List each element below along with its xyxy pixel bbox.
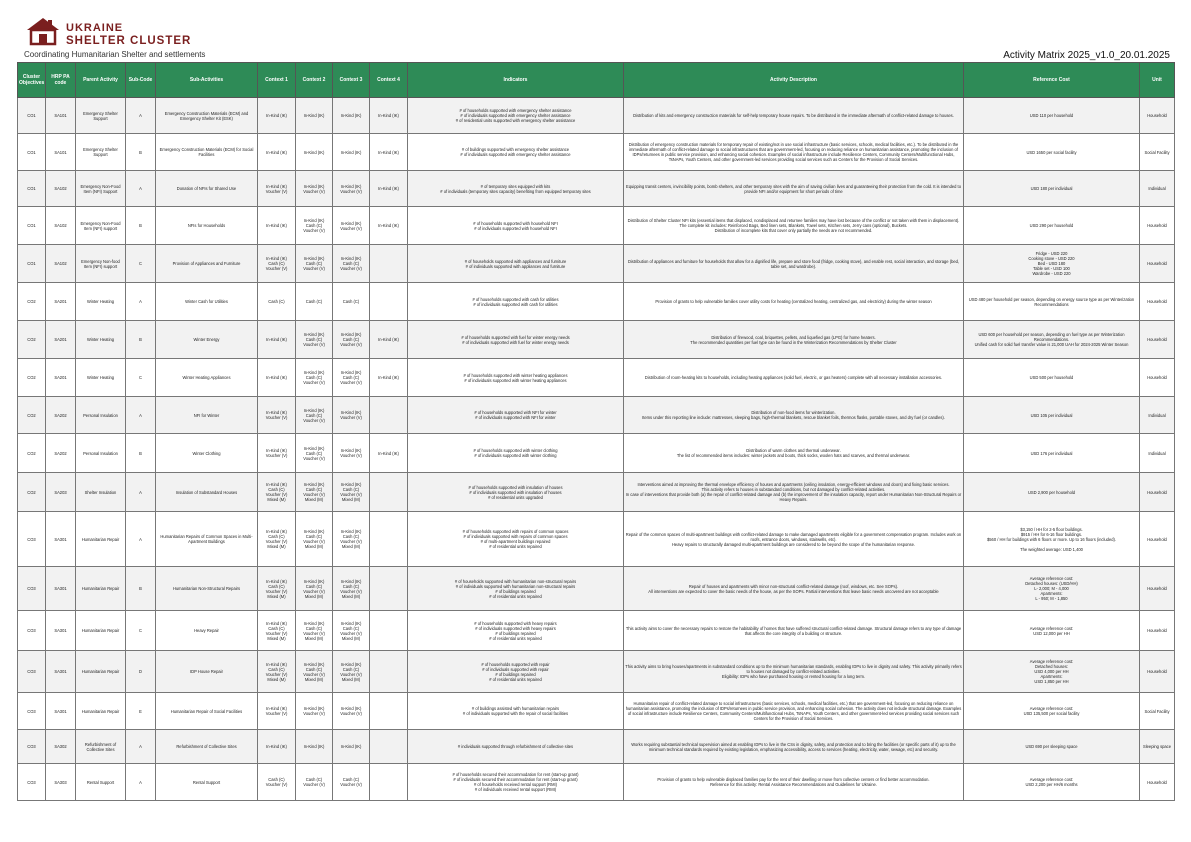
cell-unit: Household — [1140, 512, 1175, 567]
cell-sub-activity: Insulation of Substandard Houses — [156, 473, 258, 512]
cell-indicators: # of households supported with humanitarian non-structural repairs # of individuals supported with humanitarian non-structural repairs # of buildings repaired # of residential units repaired — [408, 567, 624, 611]
cell-context-2: In-Kind (IK) — [296, 134, 333, 171]
cell-sub-code: B — [126, 207, 156, 245]
cell-context-4 — [370, 473, 408, 512]
table-row — [18, 512, 1175, 567]
cell-activity-description: Repair of the common spaces of multi-apartment buildings with conflict-related damage to make damaged apartments eligible for a government compensation program. Includes work on roofs, entrance doors, windows, stairwells, etc). Heavy repairs to structurally damaged multi-apartment buildings are considered to be beyond the scope of the humanitarian response. — [624, 512, 964, 567]
cell-context-1: In-Kind (IK) Voucher (V) — [258, 397, 296, 434]
header-context-1: Context 1 — [258, 63, 296, 98]
cell-parent-activity: Emergency Non-food Item (NFI) support — [76, 245, 126, 283]
cell-cluster-objective: CO1 — [18, 171, 46, 207]
cell-parent-activity: Emergency Shelter Support — [76, 98, 126, 134]
cell-parent-activity: Humanitarian Repair — [76, 611, 126, 651]
cell-context-3: In-Kind (IK) Cash (C) Voucher (V) — [333, 321, 370, 359]
cell-parent-activity: Humanitarian Repair — [76, 567, 126, 611]
header-sub-activities: Sub-Activities — [156, 63, 258, 98]
cell-parent-activity: Emergency Non-Food Item (NFI) Support — [76, 171, 126, 207]
cell-context-4 — [370, 611, 408, 651]
cell-activity-description: Provision of grants to help vulnerable displaced families pay for the rent of their dwelling or move from collective centers or find better accommodation. Reference for this activity: Rental Assistance Recommendations and Guidelines for Ukraine. — [624, 764, 964, 801]
cell-hrp-pa-code: SA202 — [46, 397, 76, 434]
cell-sub-code: B — [126, 567, 156, 611]
cell-sub-activity: Winter Heating Appliances — [156, 359, 258, 397]
cell-cluster-objective: CO3 — [18, 512, 46, 567]
header-activity-description: Activity Description — [624, 63, 964, 98]
cell-reference-cost: USD 1650 per social facility — [964, 134, 1140, 171]
cell-context-1: In-Kind (IK) Cash (C) Voucher (V) Mixed (M) — [258, 651, 296, 693]
cell-hrp-pa-code: SA301 — [46, 651, 76, 693]
document-title: Activity Matrix 2025_v1.0_20.01.2025 — [1003, 50, 1170, 61]
cell-context-2: In-Kind (IK) Cash (C) Voucher (V) Mixed (M) — [296, 512, 333, 567]
table-row — [18, 359, 1175, 397]
cell-sub-activity: Provision of Appliances and Furniture — [156, 245, 258, 283]
cell-reference-cost: USD 110 per household — [964, 98, 1140, 134]
cell-context-1: In-Kind (IK) Cash (C) Voucher (V) Mixed (M) — [258, 512, 296, 567]
cell-context-2: In-Kind (IK) Cash (C) Voucher (V) — [296, 245, 333, 283]
cell-sub-code: B — [126, 134, 156, 171]
table-header-row — [18, 63, 1175, 98]
header-sub-code: Sub-Code — [126, 63, 156, 98]
cell-indicators: # of households supported with appliances and furniture # of individuals supported with appliances and furniture — [408, 245, 624, 283]
cell-cluster-objective: CO2 — [18, 473, 46, 512]
header-hrp-pa-code: HRP PA code — [46, 63, 76, 98]
cell-indicators: # of households supported with heavy repairs # of individuals supported with heavy repairs # of buildings repaired # of residential units repaired — [408, 611, 624, 651]
cell-parent-activity: Personal Insulation — [76, 434, 126, 473]
cell-sub-activity: Heavy Repair — [156, 611, 258, 651]
cell-context-4: In-Kind (IK) — [370, 207, 408, 245]
cell-indicators: # of households supported with insulation of houses # of individuals supported with insulation of houses # of residential units upgraded — [408, 473, 624, 512]
cell-hrp-pa-code: SA301 — [46, 567, 76, 611]
cell-sub-code: C — [126, 245, 156, 283]
cell-context-4: In-Kind (IK) — [370, 321, 408, 359]
cell-reference-cost: Average reference cost: USD 135,500 per social facility — [964, 693, 1140, 730]
cell-hrp-pa-code: SA101 — [46, 98, 76, 134]
table-row — [18, 98, 1175, 134]
cell-sub-code: A — [126, 171, 156, 207]
cell-parent-activity: Emergency Shelter Support — [76, 134, 126, 171]
cell-unit: Social Facility — [1140, 134, 1175, 171]
cell-sub-code: D — [126, 651, 156, 693]
shelter-cluster-logo — [24, 16, 224, 60]
cell-hrp-pa-code: SA302 — [46, 730, 76, 764]
cell-sub-code: C — [126, 611, 156, 651]
cell-parent-activity: Winter Heating — [76, 359, 126, 397]
cell-context-4: In-Kind (IK) — [370, 359, 408, 397]
cell-context-3: In-Kind (IK) Cash (C) Voucher (V) Mixed (M) — [333, 473, 370, 512]
table-row — [18, 730, 1175, 764]
cell-reference-cost: USD 2,900 per household — [964, 473, 1140, 512]
cell-context-2: In-Kind (IK) — [296, 98, 333, 134]
cell-parent-activity: Winter Heating — [76, 283, 126, 321]
cell-sub-activity: IDP House Repair — [156, 651, 258, 693]
cell-sub-code: B — [126, 434, 156, 473]
cell-reference-cost: USD 105 per individual — [964, 397, 1140, 434]
cell-activity-description: Distribution of firewood, coal, briquettes, pellets, and liquefied gas (LPG) for home heaters. The recommended quantities per fuel type can be found in the Winterization Recommendations by Shelter Cluster — [624, 321, 964, 359]
cell-parent-activity: Humanitarian Repair — [76, 512, 126, 567]
cell-hrp-pa-code: SA201 — [46, 321, 76, 359]
cell-sub-activity: Winter Cash for Utilities — [156, 283, 258, 321]
cell-cluster-objective: CO3 — [18, 651, 46, 693]
cell-unit: Social Facility — [1140, 693, 1175, 730]
logo-country: UKRAINE — [66, 22, 124, 34]
cell-context-3: In-Kind (IK) Cash (C) Voucher (V) Mixed (M) — [333, 611, 370, 651]
cell-hrp-pa-code: SA301 — [46, 611, 76, 651]
cell-cluster-objective: CO1 — [18, 245, 46, 283]
cell-context-4 — [370, 567, 408, 611]
cell-parent-activity: Winter Heating — [76, 321, 126, 359]
cell-unit: Household — [1140, 651, 1175, 693]
cell-context-4 — [370, 397, 408, 434]
cell-indicators: # of temporary sites equipped with kits # of individuals (temporary sites capacity) benefiting from equipped temporary sites — [408, 171, 624, 207]
cell-indicators: # of households supported with cash for utilities # of individuals supported with cash for utilities — [408, 283, 624, 321]
cell-activity-description: This activity aims to bring houses/apartments in substandard conditions up to the minimum humanitarian standards, enabling IDPs to live in dignity and safety. This activity primarily refers to houses not damaged by conflict-related activities. Eligibility: IDPs who have purchased housing or rented housing for a long term. — [624, 651, 964, 693]
cell-unit: Household — [1140, 321, 1175, 359]
cell-activity-description: Repair of houses and apartments with minor non-structural conflict-related damage (roof, windows, etc. See SOPs). All interventions are expected to cover the basic needs of the house, as per the SOPs. Partial interventions that leave basic needs uncovered are not acceptable — [624, 567, 964, 611]
cell-context-3: In-Kind (IK) Cash (C) Voucher (V) Mixed (M) — [333, 512, 370, 567]
table-row — [18, 171, 1175, 207]
cell-activity-description: This activity aims to cover the necessary repairs to restore the habitability of homes that have suffered structural conflict-related damage. Structural damage refers to any type of damage that affects the core integrity of a building or structure. — [624, 611, 964, 651]
cell-parent-activity: Refurbishment of Collective Sites — [76, 730, 126, 764]
cell-indicators: # of buildings assisted with humanitarian repairs # of individuals supported with the repair of social facilities — [408, 693, 624, 730]
cell-context-1: Cash (C) — [258, 283, 296, 321]
cell-unit: Household — [1140, 283, 1175, 321]
cell-indicators: # of households supported with fuel for winter energy needs # of individuals supported with fuel for winter energy needs — [408, 321, 624, 359]
logo-tagline: Coordinating Humanitarian Shelter and settlements — [24, 50, 206, 59]
cell-context-1: In-Kind (IK) Cash (C) Voucher (V) Mixed (M) — [258, 473, 296, 512]
cell-hrp-pa-code: SA201 — [46, 359, 76, 397]
cell-cluster-objective: CO1 — [18, 134, 46, 171]
cell-hrp-pa-code: SA101 — [46, 134, 76, 171]
cell-context-3: Cash (C) Voucher (V) — [333, 764, 370, 801]
cell-activity-description: Distribution of warm clothes and thermal underwear. The list of recommended items includes: winter jackets and boots, thick socks, woolen hats and scarves, and thermal underwear. — [624, 434, 964, 473]
cell-context-2: In-Kind (IK) Cash (C) Voucher (V) — [296, 397, 333, 434]
cell-context-4 — [370, 512, 408, 567]
cell-cluster-objective: CO3 — [18, 730, 46, 764]
cell-reference-cost: USD 690 per sleeping space — [964, 730, 1140, 764]
cell-cluster-objective: CO2 — [18, 397, 46, 434]
cell-unit: Household — [1140, 473, 1175, 512]
cell-indicators: # individuals supported through refurbishment of collective sites — [408, 730, 624, 764]
cell-sub-activity: Humanitarian Repair of Social Facilities — [156, 693, 258, 730]
cell-cluster-objective: CO3 — [18, 764, 46, 801]
table-row — [18, 567, 1175, 611]
house-logo-icon — [24, 16, 62, 46]
cell-reference-cost: USD 480 per household per season, depending on energy source type as per Winterization Recommendations — [964, 283, 1140, 321]
cell-context-1: In-Kind (IK) — [258, 321, 296, 359]
cell-sub-activity: Humanitarian Non-Structural Repairs — [156, 567, 258, 611]
cell-context-3: In-Kind (IK) Voucher (V) — [333, 397, 370, 434]
cell-sub-activity: Refurbishment of Collective Sites — [156, 730, 258, 764]
cell-context-4: In-Kind (IK) — [370, 134, 408, 171]
cell-hrp-pa-code: SA201 — [46, 283, 76, 321]
table-row — [18, 651, 1175, 693]
table-row — [18, 245, 1175, 283]
cell-indicators: # of households supported with repair # of individuals supported with repair # of buildings repaired # of residential units repaired — [408, 651, 624, 693]
cell-context-2: In-Kind (IK) Voucher (V) — [296, 171, 333, 207]
cell-context-2: In-Kind (IK) Cash (C) Voucher (V) Mixed (M) — [296, 567, 333, 611]
cell-parent-activity: Shelter Insulation — [76, 473, 126, 512]
cell-activity-description: Provision of grants to help vulnerable families cover utility costs for heating (centralized heating, centralized gas, and electricity) during the winter season — [624, 283, 964, 321]
cell-context-1: In-Kind (IK) Voucher (V) — [258, 693, 296, 730]
cell-reference-cost: USD 600 per household per season, depending on fuel type as per Winterization Recommendations. Unified cash for solid fuel transfer value is 21,000 UAH for 2024-2025 Winter Season — [964, 321, 1140, 359]
header-unit: Unit — [1140, 63, 1175, 98]
cell-sub-code: A — [126, 512, 156, 567]
cell-context-3: In-Kind (IK) — [333, 98, 370, 134]
cell-sub-activity: Emergency Construction Materials (ECM) and Emergency Shelter Kit (ESK) — [156, 98, 258, 134]
cell-indicators: # of buildings supported with emergency shelter assistance # of individuals supported with emergency shelter assistance — [408, 134, 624, 171]
cell-context-3: In-Kind (IK) Cash (C) Voucher (V) — [333, 245, 370, 283]
cell-sub-code: E — [126, 693, 156, 730]
cell-parent-activity: Rental Support — [76, 764, 126, 801]
header-context-2: Context 2 — [296, 63, 333, 98]
cell-sub-code: A — [126, 730, 156, 764]
cell-sub-activity: Winter Energy — [156, 321, 258, 359]
cell-context-2: In-Kind (IK) — [296, 730, 333, 764]
cell-activity-description: Humanitarian repair of conflict-related damage to social infrastructures (basic services, schools, medical facilities, etc.) that are government-led, focusing on reducing reliance on humanitarian assistance, promoting the inclusion of IDPs/returnees in public service provision, and enhancing social cohesion. The activity does not include structural damage. Examples of social infrastructure include Resilience Centers, Community Centers/Multifunctional Hubs, TsNAPs, Youth Centers, and other government-led services providing social services such Centers for the Provision of Social Services. — [624, 693, 964, 730]
cell-parent-activity: Emergency Non-Food Item (NFI) support — [76, 207, 126, 245]
cell-context-4 — [370, 730, 408, 764]
cell-cluster-objective: CO3 — [18, 693, 46, 730]
cell-hrp-pa-code: SA102 — [46, 207, 76, 245]
header-context-4: Context 4 — [370, 63, 408, 98]
cell-context-1: In-Kind (IK) — [258, 359, 296, 397]
cell-context-1: In-Kind (IK) Voucher (V) — [258, 171, 296, 207]
cell-indicators: # of households supported with emergency shelter assistance # of individuals supported with emergency shelter assistance # of residential units supported with emergency shelter assistance — [408, 98, 624, 134]
cell-context-3: In-Kind (IK) — [333, 730, 370, 764]
cell-reference-cost: USD 290 per household — [964, 207, 1140, 245]
cell-context-4: In-Kind (IK) — [370, 98, 408, 134]
cell-unit: Individual — [1140, 434, 1175, 473]
cell-context-4 — [370, 245, 408, 283]
activity-matrix-table — [17, 62, 1175, 801]
cell-reference-cost: USD 176 per individual — [964, 434, 1140, 473]
cell-sub-activity: Donation of NFIs for Shared Use — [156, 171, 258, 207]
cell-context-3: In-Kind (IK) Voucher (V) — [333, 693, 370, 730]
cell-context-4 — [370, 283, 408, 321]
cell-hrp-pa-code: SA102 — [46, 171, 76, 207]
cell-activity-description: Distribution of appliances and furniture for households that allow for a dignified life, prepare and store food (fridge, cooking stove), and enable rest, social interaction, and storage (bed, table set, and wardrobe). — [624, 245, 964, 283]
cell-context-2: In-Kind (IK) Cash (C) Voucher (V) Mixed (M) — [296, 473, 333, 512]
table-row — [18, 693, 1175, 730]
cell-activity-description: Interventions aimed at improving the thermal envelope efficiency of houses and apartments (ceiling insulation, energy-efficient windows and doors) and fixing basic services. This activity refers to houses in substandard conditions, but not damaged by conflict-related activities. In case of interventions that provide both (a) the repair of conflict-related damage and (b) the improvement of the insulation capacity, report under Humanitarian Non-Structural Repairs or Heavy Repairs. — [624, 473, 964, 512]
table-row — [18, 321, 1175, 359]
cell-hrp-pa-code: SA301 — [46, 512, 76, 567]
cell-unit: Household — [1140, 611, 1175, 651]
header-parent-activity: Parent Activity — [76, 63, 126, 98]
cell-context-2: Cash (C) — [296, 283, 333, 321]
cell-context-4 — [370, 693, 408, 730]
table-row — [18, 134, 1175, 171]
cell-unit: Sleeping space — [1140, 730, 1175, 764]
cell-reference-cost: Average reference cost: Detached houses: USD 4,000 per HH Apartments: USD 1,850 per HH — [964, 651, 1140, 693]
table-row — [18, 434, 1175, 473]
table-row — [18, 611, 1175, 651]
cell-cluster-objective: CO3 — [18, 567, 46, 611]
cell-context-3: In-Kind (IK) — [333, 134, 370, 171]
header-indicators: Indicators — [408, 63, 624, 98]
cell-reference-cost: USD 500 per household — [964, 359, 1140, 397]
cell-sub-code: A — [126, 397, 156, 434]
cell-context-1: In-Kind (IK) Cash (C) Voucher (V) Mixed (M) — [258, 567, 296, 611]
cell-sub-code: B — [126, 321, 156, 359]
cell-unit: Household — [1140, 764, 1175, 801]
cell-unit: Household — [1140, 567, 1175, 611]
cell-context-2: In-Kind (IK) Cash (C) Voucher (V) Mixed (M) — [296, 651, 333, 693]
cell-context-4 — [370, 764, 408, 801]
cell-context-3: In-Kind (IK) Voucher (V) — [333, 171, 370, 207]
cell-cluster-objective: CO2 — [18, 283, 46, 321]
cell-activity-description: Distribution of kits and emergency construction materials for self-help temporary house repairs. To be distributed in the immediate aftermath of conflict-related damage to houses. — [624, 98, 964, 134]
cell-activity-description: Distribution of room-heating kits to households, including heating appliances (solid fuel, electric, or gas heaters) complete with all necessary installation accessories. — [624, 359, 964, 397]
cell-reference-cost: Fridge - USD 220 Cooking stove - USD 220 Bed - USD 180 Table set - USD 100 Wardrobe - USD 220 — [964, 245, 1140, 283]
cell-indicators: # of households secured their accommodation for rent (start-up grant) # of individuals secured their accommodation for rent (start-up grant) # of households received rental support (RMI) # of individuals received rental support (RMI) — [408, 764, 624, 801]
cell-sub-activity: Emergency Construction Materials (ECM) for Social Facilities — [156, 134, 258, 171]
cell-indicators: # of households supported with NFI for winter # of individuals supported with NFI for winter — [408, 397, 624, 434]
cell-context-3: In-Kind (IK) Cash (C) Voucher (V) — [333, 359, 370, 397]
table-row — [18, 397, 1175, 434]
cell-context-3: In-Kind (IK) Cash (C) Voucher (V) Mixed (M) — [333, 651, 370, 693]
cell-sub-activity: Winter Clothing — [156, 434, 258, 473]
table-row — [18, 207, 1175, 245]
cell-hrp-pa-code: SA203 — [46, 473, 76, 512]
cell-activity-description: Works requiring substantial technical supervision aimed at enabling IDPs to live in the CSs in dignity, safety, and protection and to bring the facilities (or specific parts of it) up to the minimum technical standards required by existing legislation, emphasizing accessibility, access to services (heating, electricity, water, sewage, etc) and security. — [624, 730, 964, 764]
cell-unit: Household — [1140, 98, 1175, 134]
cell-context-1: In-Kind (IK) — [258, 134, 296, 171]
cell-cluster-objective: CO1 — [18, 98, 46, 134]
cell-reference-cost: Average reference cost: Detached houses: (USD/HH) L- 2,000; M - 4,000 Apartments: L - 950; M - 1,850 — [964, 567, 1140, 611]
cell-indicators: # of households supported with household NFI # of individuals supported with household NFI — [408, 207, 624, 245]
cell-indicators: # of households supported with winter clothing # of individuals supported with winter clothing — [408, 434, 624, 473]
cell-reference-cost: $3,150 / HH for 2-5 floor buildings. $915 / HH for 6-16 floor buildings. $560 / HH for buildings with 6 floors or more. Up to 16 floors (included). The weighted average: USD 1,400 — [964, 512, 1140, 567]
cell-cluster-objective: CO2 — [18, 359, 46, 397]
cell-context-1: Cash (C) Voucher (V) — [258, 764, 296, 801]
cell-context-3: In-Kind (IK) Cash (C) Voucher (V) Mixed (M) — [333, 567, 370, 611]
cell-context-3: In-Kind (IK) Voucher (V) — [333, 434, 370, 473]
cell-unit: Individual — [1140, 171, 1175, 207]
cell-context-1: In-Kind (IK) Cash (C) Voucher (V) — [258, 245, 296, 283]
cell-sub-activity: NFI for Winter — [156, 397, 258, 434]
cell-context-2: In-Kind (IK) Voucher (V) — [296, 693, 333, 730]
cell-activity-description: Equipping transit centers, invincibility points, bomb shelters, and other temporary sites with the aim of saving civilian lives and guaranteeing their protection from the cold. It is intended to provide NFI and/or equipment for short periods of time — [624, 171, 964, 207]
cell-activity-description: Distribution of non-food items for winterization. Items under this reporting line include: mattresses, sleeping bags, high-thermal blankets, rescue blanket foils, thermos flasks, portable stoves, and dry fuel (or candles). — [624, 397, 964, 434]
cell-context-1: In-Kind (IK) — [258, 207, 296, 245]
cell-parent-activity: Personal Insulation — [76, 397, 126, 434]
header-reference-cost: Reference Cost — [964, 63, 1140, 98]
cell-hrp-pa-code: SA301 — [46, 693, 76, 730]
cell-sub-code: A — [126, 98, 156, 134]
cell-context-2: Cash (C) Voucher (V) — [296, 764, 333, 801]
cell-sub-activity: NFIs for Households — [156, 207, 258, 245]
cell-hrp-pa-code: SA202 — [46, 434, 76, 473]
cell-reference-cost: Average reference cost: USD 2,200 per HH/6 months — [964, 764, 1140, 801]
cell-hrp-pa-code: SA303 — [46, 764, 76, 801]
cell-hrp-pa-code: SA102 — [46, 245, 76, 283]
cell-context-2: In-Kind (IK) Cash (C) Voucher (V) — [296, 359, 333, 397]
cell-context-1: In-Kind (IK) — [258, 730, 296, 764]
cell-context-3: In-Kind (IK) Voucher (V) — [333, 207, 370, 245]
cell-indicators: # of households supported with repairs of common spaces # of individuals supported with repairs of common spaces # of multi-apartment buildings repaired # of residential units repaired — [408, 512, 624, 567]
cell-sub-activity: Rental Support — [156, 764, 258, 801]
cell-unit: Household — [1140, 359, 1175, 397]
header-context-3: Context 3 — [333, 63, 370, 98]
cell-context-1: In-Kind (IK) Cash (C) Voucher (V) Mixed (M) — [258, 611, 296, 651]
cell-unit: Individual — [1140, 397, 1175, 434]
table-row — [18, 764, 1175, 801]
cell-context-2: In-Kind (IK) Cash (C) Voucher (V) — [296, 321, 333, 359]
logo-cluster-name: SHELTER CLUSTER — [66, 35, 192, 47]
cell-cluster-objective: CO2 — [18, 434, 46, 473]
cell-reference-cost: Average reference cost: USD 12,000 per HH — [964, 611, 1140, 651]
cell-indicators: # of households supported with winter heating appliances # of individuals supported with winter heating appliances — [408, 359, 624, 397]
cell-parent-activity: Humanitarian Repair — [76, 693, 126, 730]
cell-context-4 — [370, 651, 408, 693]
cell-sub-activity: Humanitarian Repairs of Common Spaces in Multi-Apartment Buildings — [156, 512, 258, 567]
cell-unit: Household — [1140, 207, 1175, 245]
cell-cluster-objective: CO2 — [18, 321, 46, 359]
cell-context-4: In-Kind (IK) — [370, 434, 408, 473]
cell-activity-description: Distribution of Shelter Cluster NFI kits (essential items that displaced, nondisplaced and returnee families may have lost because of the conflict or not taken with them in displacement). The complete kit includes: Reinforced Bags, Bed linen sets, Blankets, Towel sets, Kitchen sets, Jerry cans (optional), Buckets. Distribution of incomplete kits that cover only partially the needs are not recommended. — [624, 207, 964, 245]
cell-sub-code: A — [126, 283, 156, 321]
cell-sub-code: C — [126, 359, 156, 397]
table-row — [18, 473, 1175, 512]
header-cluster-objectives: Cluster Objectives — [18, 63, 46, 98]
cell-cluster-objective: CO1 — [18, 207, 46, 245]
cell-parent-activity: Humanitarian Repair — [76, 651, 126, 693]
cell-context-1: In-Kind (IK) Voucher (V) — [258, 434, 296, 473]
cell-context-4: In-Kind (IK) — [370, 171, 408, 207]
cell-context-3: Cash (C) — [333, 283, 370, 321]
cell-context-2: In-Kind (IK) Cash (C) Voucher (V) — [296, 207, 333, 245]
cell-unit: Household — [1140, 245, 1175, 283]
cell-cluster-objective: CO3 — [18, 611, 46, 651]
cell-sub-code: A — [126, 473, 156, 512]
cell-sub-code: A — [126, 764, 156, 801]
cell-context-1: In-Kind (IK) — [258, 98, 296, 134]
table-row — [18, 283, 1175, 321]
cell-context-2: In-Kind (IK) Cash (C) Voucher (V) — [296, 434, 333, 473]
cell-reference-cost: USD 180 per individual — [964, 171, 1140, 207]
cell-context-2: In-Kind (IK) Cash (C) Voucher (V) Mixed (M) — [296, 611, 333, 651]
cell-activity-description: Distribution of emergency construction materials for temporary repair of existing/not in use social infrastructure (basic services, schools, medical facilities, etc.). To be distributed in the immediate aftermath of conflict-related damage to social infrastructures that are government-led, focusing on reducing reliance on humanitarian assistance, promoting the inclusion of IDPs/returnees in public service provision, and enhancing social cohesion. Examples of social infrastructure include Resilience Centers, Community Centers/Multifunctional Hubs, TsNAPs, Youth Centers, and other government-led services providing social services such as Centers for the Provision of Social Services. — [624, 134, 964, 171]
